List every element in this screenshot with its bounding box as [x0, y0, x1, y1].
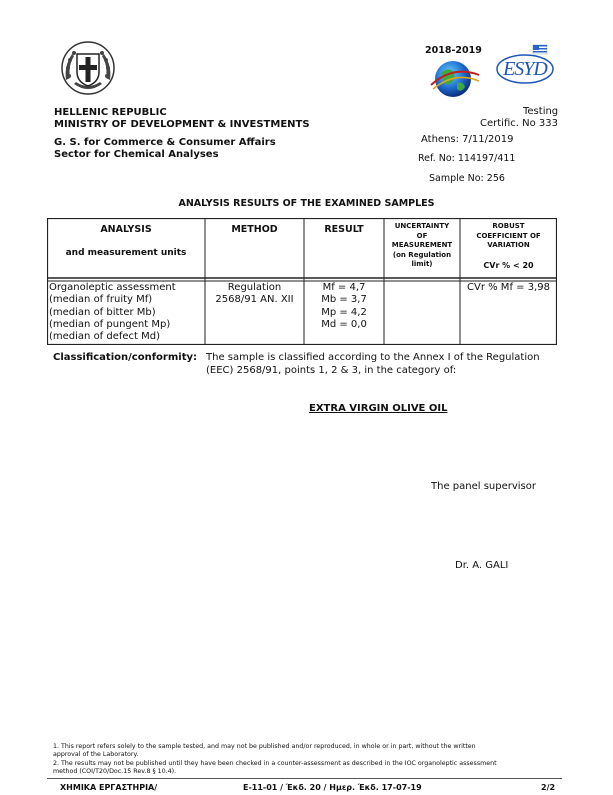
header-uncertainty-line: limit) [411, 260, 433, 268]
header-uncertainty-line: UNCERTAINTY [394, 222, 450, 230]
header-robust-line: ROBUST [492, 222, 525, 230]
header-robust [460, 222, 557, 251]
header-robust-limit: CVr % < 20 [483, 261, 534, 270]
note-line: 1. This report refers solely to the sample tested, and may not be published and/or reproduced, in whole or in part, without the written [53, 743, 476, 750]
classification-text-line1: The sample is classified according to the Annex I of the Regulation [206, 352, 540, 363]
footer-lab-name: ΧΗΜΙΚΑ ΕΡΓΑΣΤΗΡΙΑ/ [60, 783, 158, 792]
header-uncertainty-line: MEASUREMENT [391, 241, 453, 249]
note-line: method (COI/T20/Doc.15 Rev.8 § 10.4). [53, 768, 177, 776]
gs-label: G. S. for Commerce & Consumer Affairs [54, 137, 276, 148]
method-line: 2568/91 AN. XII [215, 294, 294, 306]
method-line: Regulation [227, 282, 282, 293]
supervisor-role: The panel supervisor [431, 481, 536, 492]
note-line: 2. The results may not be published until they have been checked in a counter-assessment as described in the IOC organoleptic assessment [53, 760, 497, 767]
analysis-line: (median of fruity Mf) [49, 294, 153, 306]
row-method [205, 282, 304, 307]
category-label: EXTRA VIRGIN OLIVE OIL [309, 403, 448, 414]
header-analysis: ANALYSIS [100, 224, 152, 235]
sample-number: Sample No: 256 [429, 173, 505, 184]
certificate-number: Certific. No 333 [480, 118, 558, 129]
sector-label: Sector for Chemical Analyses [54, 149, 219, 160]
header-method: METHOD [231, 224, 278, 235]
classification-label: Classification/conformity: [53, 352, 197, 363]
result-line: Md = 0,0 [321, 318, 367, 330]
globe-logo-icon [427, 55, 483, 99]
supervisor-name: Dr. A. GALI [455, 560, 509, 571]
result-line: Mb = 3,7 [321, 294, 367, 306]
header-uncertainty [384, 222, 460, 270]
header-analysis-units: and measurement units [65, 248, 187, 258]
republic-label: HELLENIC REPUBLIC [54, 107, 167, 118]
result-line: Mp = 4,2 [321, 306, 367, 318]
note-line: approval of the Laboratory. [53, 751, 139, 759]
testing-label: Testing [523, 106, 559, 117]
note-2 [53, 760, 563, 777]
footer-divider [47, 778, 562, 779]
accreditation-years: 2018-2019 [425, 45, 482, 56]
results-title: ANALYSIS RESULTS OF THE EXAMINED SAMPLES [178, 198, 435, 209]
header-robust-line: COEFFICIENT OF [476, 231, 541, 240]
result-line: Mf = 4,7 [322, 282, 366, 293]
reference-number: Ref. No: 114197/411 [418, 153, 516, 164]
row-robust: CVr % Mf = 3,98 [467, 282, 550, 293]
hellenic-republic-emblem-icon [60, 40, 116, 96]
note-1 [53, 743, 563, 760]
analysis-line: (median of bitter Mb) [49, 306, 156, 318]
header-uncertainty-line: (on Regulation [392, 250, 452, 259]
ministry-label: MINISTRY OF DEVELOPMENT & INVESTMENTS [54, 119, 310, 130]
esyd-logo [493, 44, 557, 88]
analysis-line: (median of defect Md) [49, 331, 161, 343]
row-analysis [49, 282, 205, 343]
analysis-line: Organoleptic assessment [49, 282, 176, 293]
header-robust-line: VARIATION [487, 241, 530, 249]
header-uncertainty-line: OF [416, 231, 428, 240]
row-result [304, 282, 384, 331]
classification-text-line2: (EEC) 2568/91, points 1, 2 & 3, in the category of: [206, 365, 457, 376]
footer-document-code: E-11-01 / Έκδ. 20 / Ημερ. Έκδ. 17-07-19 [243, 783, 422, 792]
analysis-line: (median of pungent Mp) [49, 318, 171, 330]
athens-date: Athens: 7/11/2019 [421, 134, 514, 145]
esyd-logo-text: ESYD [503, 58, 547, 80]
results-table [47, 218, 557, 345]
footer-page-number: 2/2 [541, 783, 556, 792]
header-result: RESULT [324, 224, 364, 235]
